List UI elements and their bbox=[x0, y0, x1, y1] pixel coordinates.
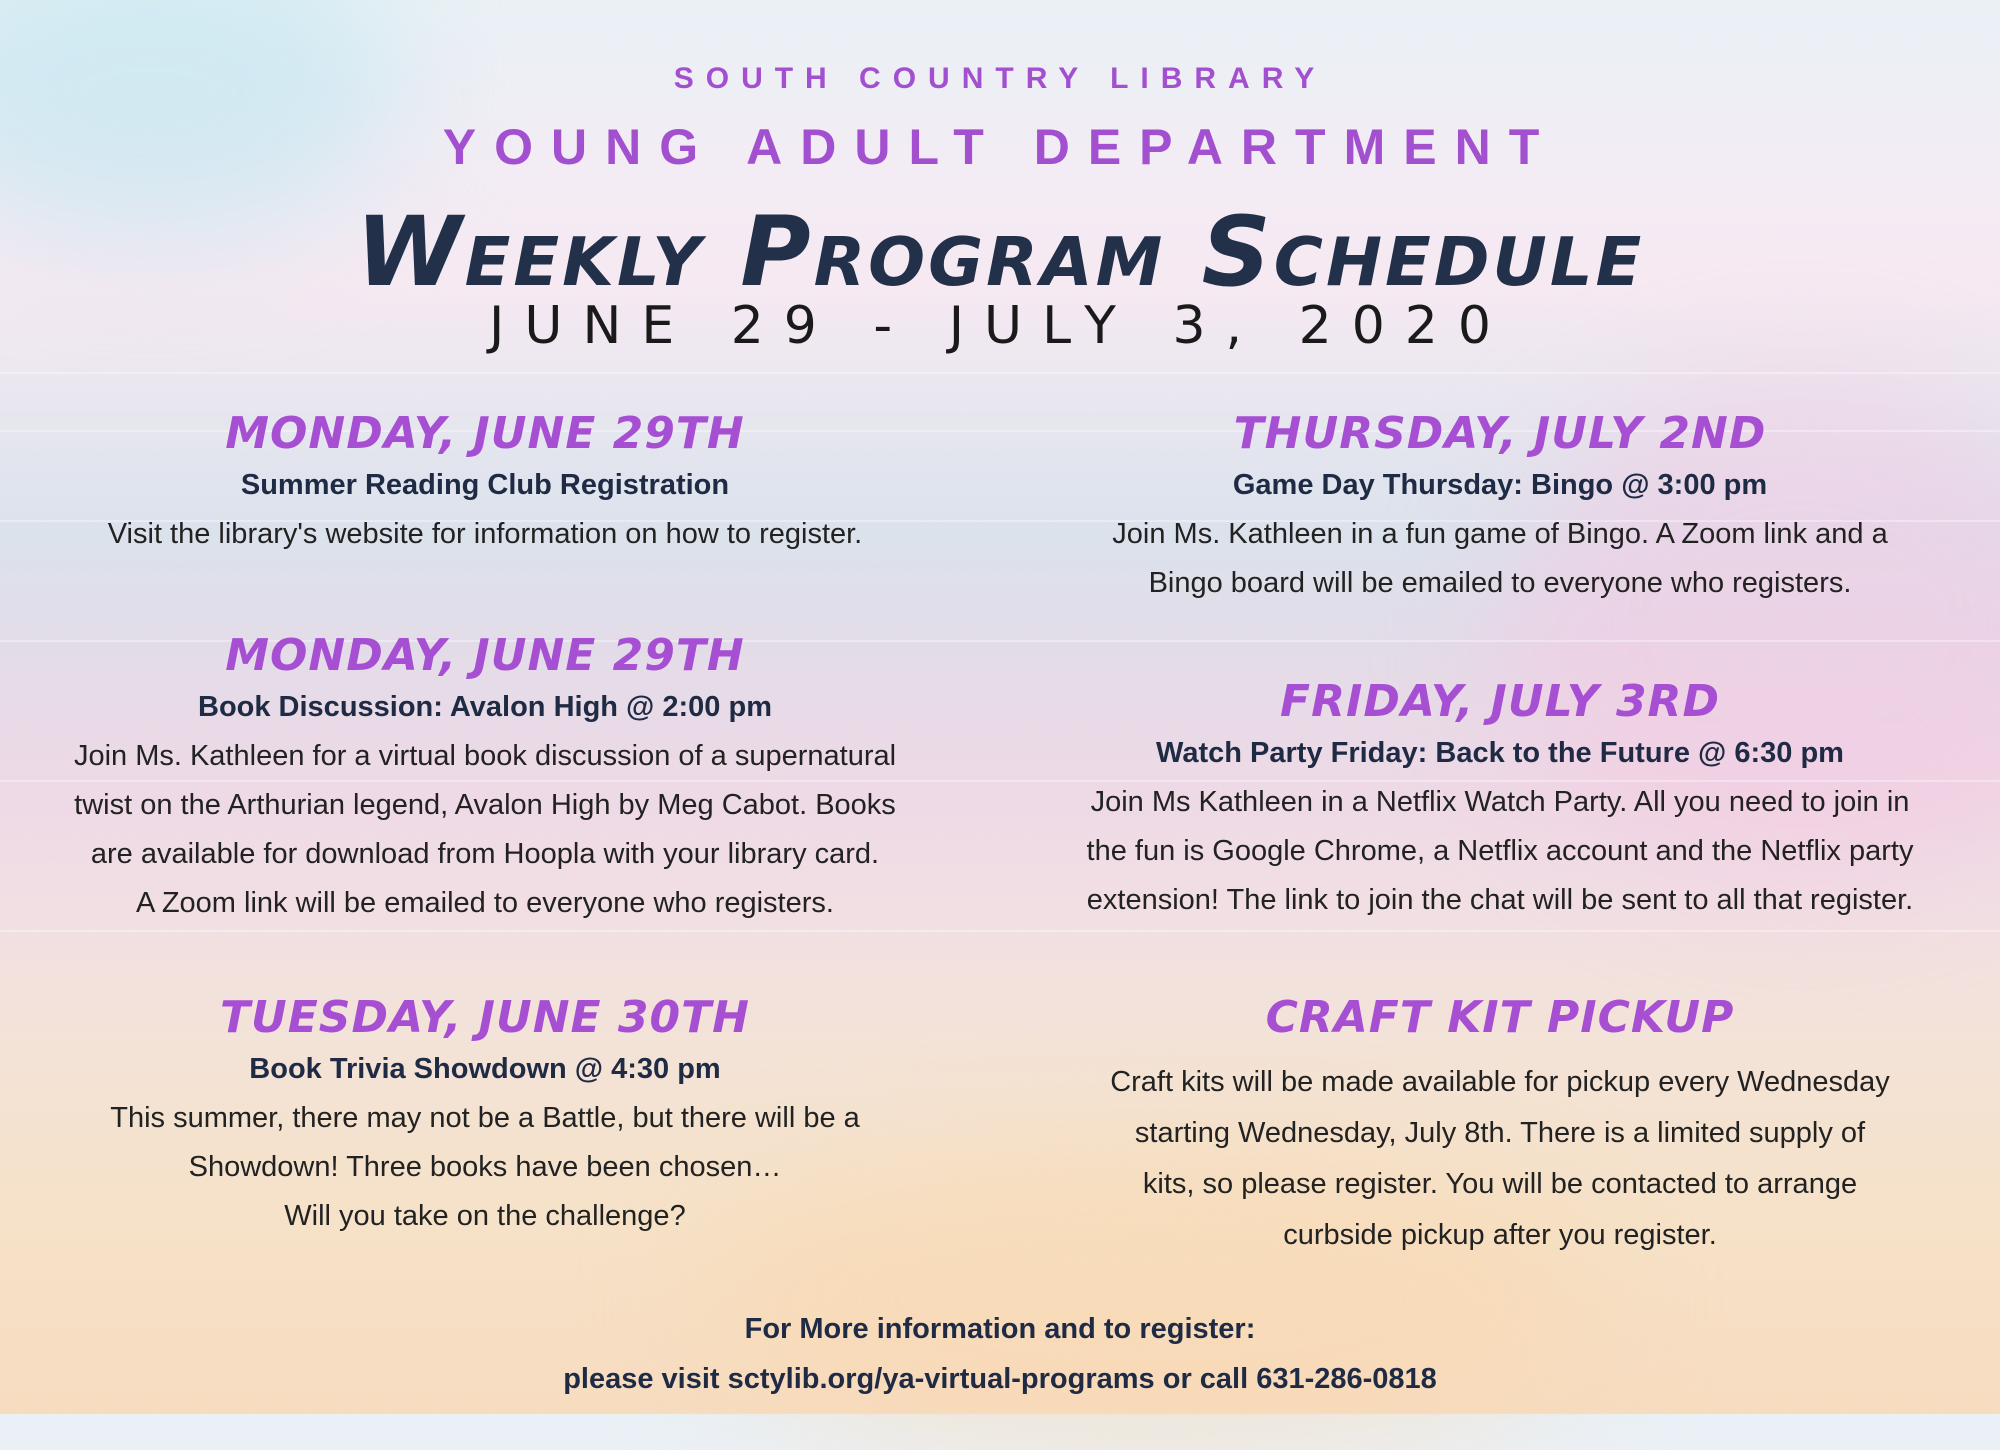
background-wave bbox=[0, 372, 2000, 374]
event-day: MONDAY, JUNE 29TH bbox=[225, 630, 745, 681]
event-description bbox=[20, 732, 950, 928]
event-day: MONDAY, JUNE 29TH bbox=[225, 408, 745, 459]
event-description bbox=[1025, 510, 1975, 608]
description-line: Showdown! Three books have been chosen… bbox=[188, 1151, 782, 1183]
event-title: Book Trivia Showdown @ 4:30 pm bbox=[249, 1053, 721, 1085]
event-title: Watch Party Friday: Back to the Future @ 6:30 pm bbox=[1156, 737, 1844, 769]
event-craft-kit bbox=[1025, 992, 1975, 1261]
description-line: curbside pickup after you register. bbox=[1283, 1219, 1717, 1251]
library-name: SOUTH COUNTRY LIBRARY bbox=[673, 62, 1327, 95]
event-title: Game Day Thursday: Bingo @ 3:00 pm bbox=[1232, 469, 1768, 501]
description-line: the fun is Google Chrome, a Netflix account and the Netflix party bbox=[1086, 835, 1914, 867]
description-line: Craft kits will be made available for pickup every Wednesday bbox=[1110, 1066, 1890, 1098]
description-line: are available for download from Hoopla with your library card. bbox=[90, 838, 880, 870]
event-day: FRIDAY, JULY 3RD bbox=[1280, 676, 1720, 727]
description-line: This summer, there may not be a Battle, but there will be a bbox=[110, 1102, 860, 1134]
event-summer-reading bbox=[20, 408, 950, 559]
description-line: kits, so please register. You will be contacted to arrange bbox=[1142, 1168, 1858, 1200]
event-day: THURSDAY, JULY 2ND bbox=[1233, 408, 1767, 459]
event-description bbox=[1025, 1057, 1975, 1261]
event-book-trivia bbox=[20, 992, 950, 1241]
event-book-discussion bbox=[20, 630, 950, 928]
event-title: Summer Reading Club Registration bbox=[240, 469, 730, 501]
event-description bbox=[20, 510, 950, 559]
date-range: JUNE 29 - JULY 3, 2020 bbox=[489, 296, 1511, 356]
page-title: Weekly Program Schedule bbox=[355, 196, 1645, 308]
background-wave bbox=[0, 930, 2000, 932]
description-line: Will you take on the challenge? bbox=[284, 1200, 686, 1232]
description-line: Join Ms. Kathleen in a fun game of Bingo. A Zoom link and a bbox=[1112, 518, 1888, 550]
description-line: twist on the Arthurian legend, Avalon High by Meg Cabot. Books bbox=[74, 789, 896, 821]
description-line: Bingo board will be emailed to everyone who registers. bbox=[1148, 567, 1852, 599]
event-description bbox=[20, 1094, 950, 1241]
event-day: CRAFT KIT PICKUP bbox=[1265, 992, 1735, 1043]
event-game-day bbox=[1025, 408, 1975, 608]
description-line: Join Ms. Kathleen for a virtual book discussion of a supernatural bbox=[73, 740, 897, 772]
footer-contact: please visit sctylib.org/ya-virtual-programs or call 631-286-0818 bbox=[563, 1363, 1437, 1395]
event-watch-party bbox=[1025, 676, 1975, 925]
department-name: YOUNG ADULT DEPARTMENT bbox=[442, 119, 1558, 175]
description-line: extension! The link to join the chat will be sent to all that register. bbox=[1086, 884, 1914, 916]
description-line: Visit the library's website for information on how to register. bbox=[107, 518, 863, 550]
footer-line: For More information and to register: bbox=[744, 1313, 1256, 1345]
description-line: Join Ms Kathleen in a Netflix Watch Party. All you need to join in bbox=[1090, 786, 1910, 818]
description-line: A Zoom link will be emailed to everyone who registers. bbox=[136, 887, 834, 919]
event-day: TUESDAY, JUNE 30TH bbox=[220, 992, 750, 1043]
footer bbox=[0, 1304, 2000, 1404]
description-line: starting Wednesday, July 8th. There is a limited supply of bbox=[1134, 1117, 1866, 1149]
event-title: Book Discussion: Avalon High @ 2:00 pm bbox=[198, 691, 772, 723]
event-description bbox=[1025, 778, 1975, 925]
